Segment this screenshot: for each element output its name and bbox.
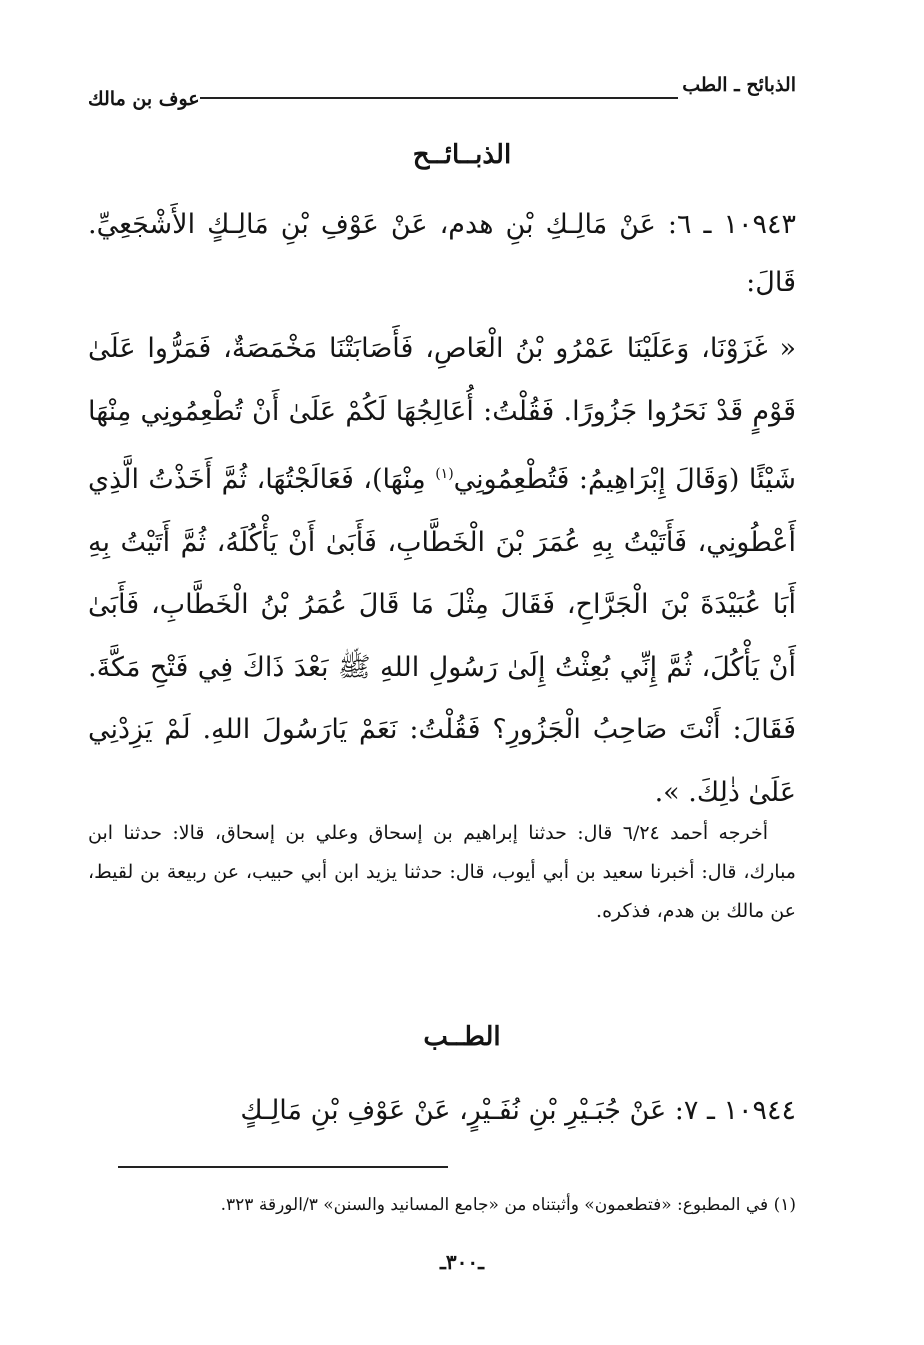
- hadith-text-part-1: « غَزَوْنَا، وَعَلَيْنَا عَمْرُو بْنُ الْعَاصِ، فَأَصَابَتْنَا مَخْمَصَةٌ، فَمَرُّوا عَلَىٰ قَوْمٍ قَدْ نَحَرُوا جَزُورًا. فَقُلْتُ: أُعَالِجُهَا لَكُمْ عَلَىٰ أَنْ تُطْعِمُونِي مِنْهَا شَيْئًا (وَقَالَ إِبْرَاهِيمُ: فَتُطْعِمُونِي: [88, 333, 796, 495]
- hadith-heading: ١٠٩٤٣ ـ ٦: عَنْ مَالِـكِ بْنِ هدم، عَنْ عَوْفِ بْنِ مَالِـكٍ الأَشْجَعِيِّ. قَالَ:: [88, 209, 796, 298]
- page-number: ـ٣٠٠ـ: [440, 1250, 484, 1274]
- running-header: [88, 74, 796, 114]
- hadith-text: [88, 318, 796, 824]
- header-rule: [200, 97, 678, 99]
- hadith-heading: ١٠٩٤٤ ـ ٧: عَنْ جُبَـيْرِ بْنِ نُفَـيْرٍ، عَنْ عَوْفِ بْنِ مَالِـكٍ: [240, 1095, 796, 1126]
- footnote-rule: [118, 1166, 448, 1168]
- section-title-slaughter: الذبــائــح: [412, 140, 512, 170]
- header-narrator-name: عوف بن مالك: [88, 88, 200, 110]
- header-chapter-title: الذبائح ـ الطب: [682, 74, 796, 96]
- hadith-text-part-2: مِنْهَا)، فَعَالَجْتُهَا، ثُمَّ أَخَذْتُ الَّذِي أَعْطُونِي، فَأَتَيْتُ بِهِ عُمَرَ بْنَ الْخَطَّابِ، فَأَبَىٰ أَنْ يَأْكُلَهُ، ثُمَّ أَتَيْتُ بِهِ أَبَا عُبَيْدَةَ بْنَ الْجَرَّاحِ، فَقَالَ مِثْلَ مَا قَالَ عُمَرُ بْنُ الْخَطَّابِ، فَأَبَىٰ أَنْ يَأْكُلَ، ثُمَّ إِنِّي بُعِثْتُ إِلَىٰ رَسُولِ اللهِ ﷺ بَعْدَ ذَاكَ فِي فَتْحِ مَكَّةَ. فَقَالَ: أَنْتَ صَاحِبُ الْجَزُورِ؟ فَقُلْتُ: نَعَمْ يَارَسُولَ اللهِ. لَمْ يَزِدْنِي عَلَىٰ ذٰلِكَ. ».: [88, 464, 796, 808]
- section-title-medicine: الطــب: [423, 1022, 501, 1052]
- takhrij-paragraph: [88, 814, 796, 931]
- footnote-reference: (١): [435, 466, 454, 482]
- takhrij-text: أخرجه أحمد ٦/٢٤ قال: حدثنا إبراهيم بن إسحاق وعلي بن إسحاق، قالا: حدثنا ابن مبارك، قال: أخبرنا سعيد بن أبي أيوب، قال: حدثنا يزيد ابن أبي حبيب، عن ربيعة بن لقيط، عن مالك بن هدم، فذكره.: [88, 822, 796, 922]
- footnote: (١) في المطبوع: «فتطعمون» وأثبتناه من «جامع المسانيد والسنن» ٣/الورقة ٣٢٣.: [220, 1195, 796, 1215]
